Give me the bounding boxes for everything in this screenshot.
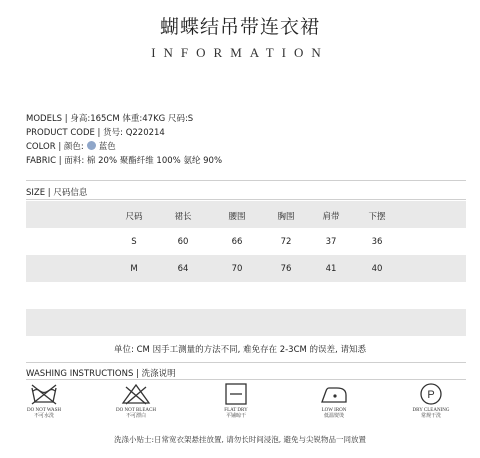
table-cell: 60 (177, 237, 189, 247)
table-row (26, 309, 466, 336)
product-info (26, 112, 222, 168)
product-code-line: PRODUCT CODE | 货号: Q220214 (26, 128, 165, 138)
color-swatch (87, 141, 96, 150)
table-cell: 66 (231, 237, 243, 247)
table-row (26, 282, 466, 309)
models-line: MODELS | 身高:165CM 体重:47KG 尺码:S (26, 114, 194, 124)
care-caption-en: DRY CLEANING (412, 408, 450, 413)
divider (26, 180, 466, 181)
table-cell: 70 (231, 264, 243, 274)
table-cell: 72 (280, 237, 292, 247)
size-section-label: SIZE | 尺码信息 (26, 188, 88, 198)
dry-clean-icon (416, 383, 446, 405)
fabric-line: FABRIC | 面料: 棉 20% 聚酯纤维 100% 氨纶 90% (26, 156, 223, 166)
divider (26, 362, 466, 363)
table-cell: 37 (325, 237, 337, 247)
divider (26, 379, 466, 380)
care-caption-zh: 低温熨烫 (323, 414, 344, 419)
table-header-cell: 裙长 (174, 212, 192, 222)
care-caption-en: FLAT DRY (224, 408, 248, 413)
color-label: COLOR | 颜色: (26, 142, 84, 152)
care-caption-en: DO NOT WASH (27, 408, 61, 413)
color-name: 蓝色 (98, 142, 116, 152)
table-cell: S (131, 237, 137, 247)
table-cell: M (130, 264, 138, 274)
page-subtitle: INFORMATION (151, 45, 329, 60)
table-cell: 36 (371, 237, 383, 247)
divider (26, 199, 466, 200)
care-caption-zh: 不可漂白 (125, 414, 146, 419)
care-caption-zh: 不可水洗 (33, 414, 54, 419)
table-cell: 41 (325, 264, 337, 274)
measurement-note: 单位: CM 因手工测量的方法不同, 难免存在 2-3CM 的误差, 请知悉 (114, 345, 366, 355)
table-cell: 76 (280, 264, 292, 274)
no-bleach-icon (121, 383, 151, 405)
svg-text:P: P (427, 389, 435, 401)
size-table (26, 201, 466, 336)
low-iron-icon (319, 383, 349, 405)
care-item-no-bleach (96, 383, 176, 420)
washing-section-label: WASHING INSTRUCTIONS | 洗涤说明 (26, 369, 176, 379)
care-caption-en: DO NOT BLEACH (116, 408, 156, 413)
table-header-cell: 腰围 (228, 212, 246, 222)
care-item-flat-dry (196, 383, 276, 420)
flat-dry-icon (221, 383, 251, 405)
care-caption-zh: 平铺晾干 (225, 414, 246, 419)
table-header-cell: 下摆 (368, 212, 386, 222)
washing-tip: 洗涤小贴士:日常宽衣架悬挂放置, 请勿长时间浸泡, 避免与尖锐物品一同放置 (113, 435, 367, 444)
care-caption-en: LOW IRON (321, 408, 347, 413)
table-header-cell: 尺码 (125, 212, 143, 222)
table-header-cell: 胸围 (277, 212, 295, 222)
table-header-cell: 肩带 (322, 212, 340, 222)
care-caption-zh: 常规干洗 (420, 414, 441, 419)
care-item-dry-clean (391, 383, 471, 420)
no-wash-icon (29, 383, 59, 405)
table-cell: 64 (177, 264, 189, 274)
color-line (26, 140, 222, 154)
page-title: 蝴蝶结吊带连衣裙 (159, 16, 320, 38)
care-item-no-wash (4, 383, 84, 420)
care-item-low-iron (294, 383, 374, 420)
table-cell: 40 (371, 264, 383, 274)
